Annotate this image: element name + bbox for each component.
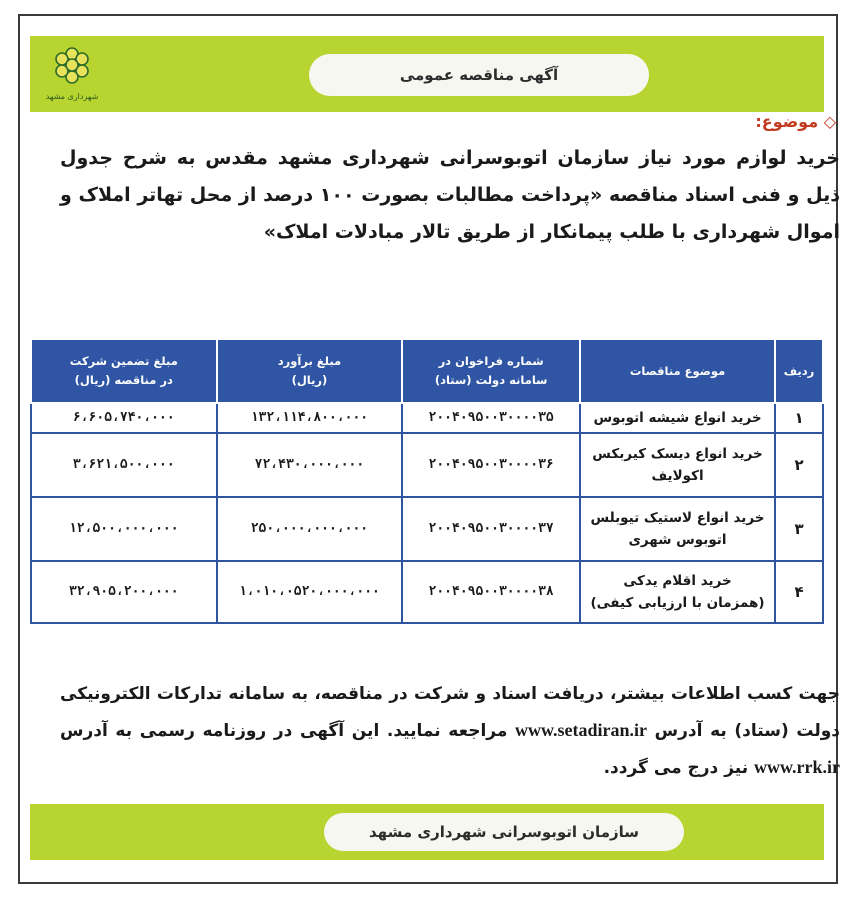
- row-setad-number: ۲۰۰۴۰۹۵۰۰۳۰۰۰۰۳۷: [402, 497, 580, 561]
- header-subject: موضوع مناقصات: [580, 339, 775, 403]
- setad-url-link[interactable]: www.setadiran.ir: [515, 720, 648, 740]
- row-subject: [580, 561, 775, 623]
- header-guarantee: [31, 339, 217, 403]
- table-row: [31, 403, 823, 433]
- row-subject-line2: اکولایف: [651, 468, 704, 484]
- row-subject: [580, 433, 775, 497]
- header-guarantee-line2: در مناقصه (ریال): [74, 373, 173, 387]
- header-estimate-line2: (ریال): [291, 373, 328, 387]
- row-setad-number: ۲۰۰۴۰۹۵۰۰۳۰۰۰۰۳۸: [402, 561, 580, 623]
- row-subject: [580, 497, 775, 561]
- header-bar: [30, 36, 824, 112]
- rrk-url-link[interactable]: www.rrk.ir: [754, 757, 840, 777]
- footer-text-part2: مراجعه نمایید. این آگهی در روزنامه رسمی به آدرس: [60, 721, 508, 741]
- row-subject-line1: خرید اقلام یدکی: [623, 573, 732, 589]
- row-setad-number: ۲۰۰۴۰۹۵۰۰۳۰۰۰۰۳۵: [402, 403, 580, 433]
- row-guarantee: ۳،۶۲۱،۵۰۰،۰۰۰: [31, 433, 217, 497]
- row-subject: [580, 403, 775, 433]
- row-number: ۴: [775, 561, 823, 623]
- flower-logo-icon: [49, 44, 95, 90]
- header-estimate-line1: مبلغ برآورد: [277, 354, 342, 368]
- row-number: ۳: [775, 497, 823, 561]
- footer-bar: [30, 804, 824, 860]
- row-number: ۲: [775, 433, 823, 497]
- row-subject-line1: خرید انواع شیشه اتوبوس: [593, 410, 762, 426]
- footer-text-part3: نیز درج می گردد.: [603, 758, 749, 778]
- row-guarantee: ۱۲،۵۰۰،۰۰۰،۰۰۰: [31, 497, 217, 561]
- footer-paragraph: [60, 676, 840, 786]
- organization-name: سازمان اتوبوسرانی شهرداری مشهد: [324, 813, 684, 851]
- page-title: آگهی مناقصه عمومی: [309, 54, 649, 96]
- body-paragraph: خرید لوازم مورد نیاز سازمان اتوبوسرانی شهرداری مشهد مقدس به شرح جدول ذیل و فنی اسناد مناقصه «پرداخت مطالبات بصورت ۱۰۰ درصد از محل تهاتر املاک و اموال شهرداری با طلب پیمانکار از طریق تالار مبادلات املاک»: [60, 147, 840, 243]
- row-subject-line1: خرید انواع دیسک کیربکس: [592, 446, 763, 462]
- table-row: [31, 497, 823, 561]
- header-setad-line1: شماره فراخوان در: [438, 354, 544, 368]
- row-subject-line2: اتوبوس شهری: [628, 532, 727, 548]
- table-row: [31, 561, 823, 623]
- tender-table: [30, 338, 824, 624]
- subject-label: ◇ موضوع:: [755, 112, 836, 131]
- row-guarantee: ۶،۶۰۵،۷۴۰،۰۰۰: [31, 403, 217, 433]
- row-estimate: ۷۲،۴۳۰،۰۰۰،۰۰۰: [217, 433, 403, 497]
- row-subject-line2: (همزمان با ارزیابی کیفی): [590, 595, 765, 611]
- header-setad-line2: سامانه دولت (ستاد): [434, 373, 548, 387]
- row-estimate: ۱۳۲،۱۱۴،۸۰۰،۰۰۰: [217, 403, 403, 433]
- header-row-no: ردیف: [775, 339, 823, 403]
- footer-text-part1: جهت کسب اطلاعات بیشتر، دریافت اسناد و شرکت در مناقصه، به سامانه تدارکات الکترونیکی دولت (ستاد) به آدرس: [60, 684, 841, 741]
- header-estimate: [217, 339, 403, 403]
- row-estimate: ۱،۰۱۰،۰۵۲۰،۰۰۰،۰۰۰: [217, 561, 403, 623]
- row-guarantee: ۳۲،۹۰۵،۲۰۰،۰۰۰: [31, 561, 217, 623]
- row-subject-line1: خرید انواع لاستیک تیوبلس: [590, 510, 765, 526]
- municipality-logo: [42, 44, 102, 106]
- table-row: [31, 433, 823, 497]
- row-setad-number: ۲۰۰۴۰۹۵۰۰۳۰۰۰۰۳۶: [402, 433, 580, 497]
- header-guarantee-line1: مبلغ تضمین شرکت: [69, 354, 178, 368]
- header-setad-no: [402, 339, 580, 403]
- table-header-row: [31, 339, 823, 403]
- row-number: ۱: [775, 403, 823, 433]
- row-estimate: ۲۵۰،۰۰۰،۰۰۰،۰۰۰: [217, 497, 403, 561]
- logo-caption: شهرداری مشهد: [45, 92, 99, 101]
